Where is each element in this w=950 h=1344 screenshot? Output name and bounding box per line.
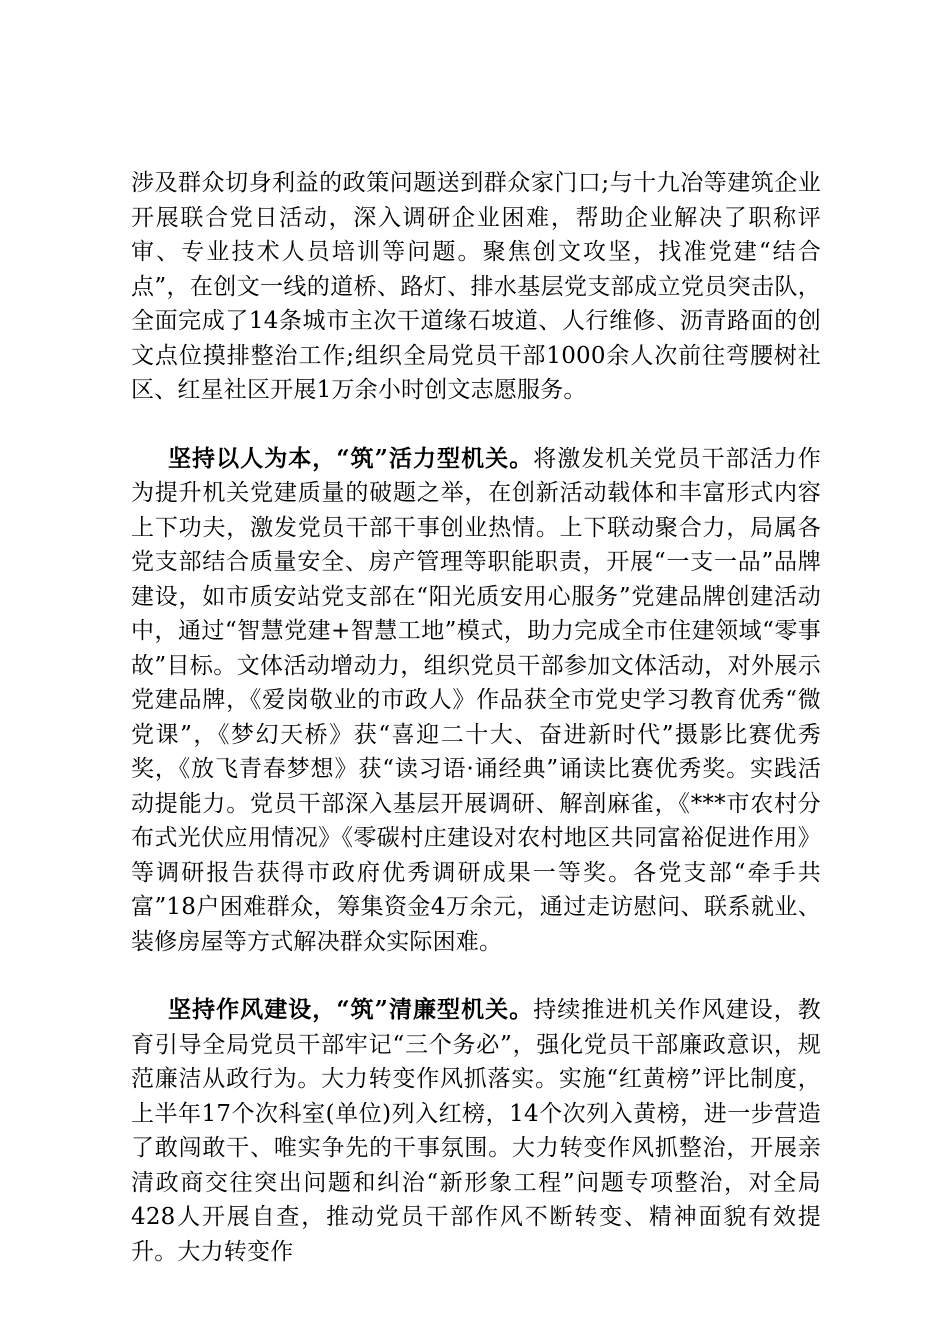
- paragraph-heading: 坚持以人为本，“筑”活力型机关。: [168, 444, 534, 472]
- paragraph-continuation: [131, 166, 821, 408]
- paragraph-text: 将激发机关党员干部活力作为提升机关党建质量的破题之举，在创新活动载体和丰富形式内容上下功夫，激发党员干部干事创业热情。上下联动聚合力，局属各党支部结合质量安全、房产管理等职能职责，开展“一支一品”品牌建设，如市质安站党支部在“阳光质安用心服务”党建品牌创建活动中，通过“智慧党建+智慧工地”模式，助力完成全市住建领域“零事故”目标。文体活动增动力，组织党员干部参加文体活动，对外展示党建品牌，《爱岗敬业的市政人》作品获全市党史学习教育优秀“微党课”，《梦幻天桥》获“喜迎二十大、奋进新时代”摄影比赛优秀奖，《放飞青春梦想》获“读习语·诵经典”诵读比赛优秀奖。实践活动提能力。党员干部深入基层开展调研、解剖麻雀，《***市农村分布式光伏应用情况》《零碳村庄建设对农村地区共同富裕促进作用》等调研报告获得市政府优秀调研成果一等奖。各党支部“牵手共富”18户困难群众，筹集资金4万余元，通过走访慰问、联系就业、装修房屋等方式解决群众实际困难。: [131, 445, 821, 955]
- paragraph-clean-organ: [131, 993, 821, 1269]
- paragraph-text: 涉及群众切身利益的政策问题送到群众家门口;与十九冶等建筑企业开展联合党日活动，深入调研企业困难，帮助企业解决了职称评审、专业技术人员培训等问题。聚焦创文攻坚，找准党建“结合点”，在创文一线的道桥、路灯、排水基层党支部成立党员突击队，全面完成了14条城市主次干道缘石坡道、人行维修、沥青路面的创文点位摸排整治工作;组织全局党员干部1000余人次前往弯腰树社区、红星社区开展1万余小时创文志愿服务。: [131, 170, 821, 403]
- paragraph-vitality-organ: [131, 442, 821, 960]
- paragraph-heading: 坚持作风建设，“筑”清廉型机关。: [168, 996, 534, 1023]
- paragraph-text: 持续推进机关作风建设，教育引导全局党员干部牢记“三个务必”，强化党员干部廉政意识，规范廉洁从政行为。大力转变作风抓落实。实施“红黄榜”评比制度，上半年17个次科室(单位)列入红榜，14个次列入黄榜，进一步营造了敢闯敢干、唯实争先的干事氛围。大力转变作风抓整治，开展亲清政商交往突出问题和纠治“新形象工程”问题专项整治，对全局428人开展自查，推动党员干部作风不断转变、精神面貌有效提升。大力转变作: [131, 997, 821, 1265]
- document-body: [131, 166, 821, 1269]
